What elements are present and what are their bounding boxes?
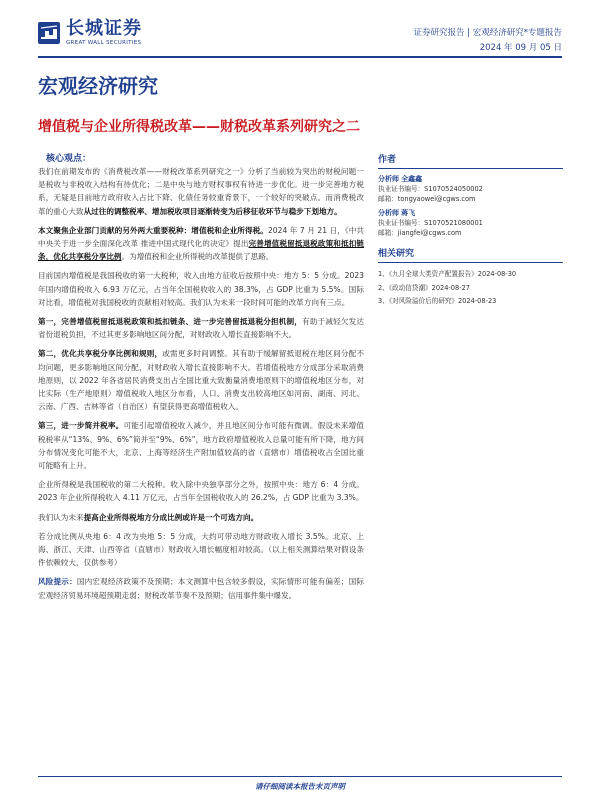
focus-bold: 本文聚焦企业部门贡献的另外两大重要税种：增值税和企业所得税。 xyxy=(38,225,268,235)
footer-disclaimer: 请仔细阅读本报告末页声明 xyxy=(255,782,345,791)
paragraph-focus xyxy=(38,224,364,264)
related-heading: 相关研究 xyxy=(378,246,563,263)
risk-text: 国内宏观经济政策不及预期；本文测算中包含较多假设，实际情形可能有偏差；国际宏观经济贸易环境超预期走弱；财税改革节奏不及预期；信用事件集中爆发。 xyxy=(38,577,365,600)
paragraph-point-1 xyxy=(38,315,364,341)
logo-text-en: GREAT WALL SECURITIES xyxy=(66,40,142,46)
analyst-role: 分析师 xyxy=(378,175,399,183)
header-divider xyxy=(38,56,562,58)
analyst-name: 全鑫鑫 xyxy=(401,175,423,183)
analyst-license: 执业证书编号：S1070521080001 xyxy=(378,219,483,227)
paragraph-point-2 xyxy=(38,347,364,413)
related-item[interactable]: 3、《对风险溢价后的研究》2024-08-23 xyxy=(378,297,497,305)
section-title: 宏观经济研究 xyxy=(38,74,158,98)
focus-text-2: 。为增值税和企业所得税的改革提供了思路。 xyxy=(121,252,274,262)
cit-direction-text: 我们认为未来 xyxy=(38,512,84,522)
paragraph-vat: 目前国内增值税是我国税收的第一大税种，收入由地方征收后按照中央：地方 5：5 分成。2023 年国内增值税收入 6.93 万亿元，占当年全国税收收入的 38.3%，占 GDP 比重为 5.5%。国际对比看，增值税对我国税收的贡献相对较高。我们认为未来一段时间可能的改革方向有三点。 xyxy=(38,271,364,307)
main-body xyxy=(38,165,364,608)
report-date: 2024 年 09 月 05 日 xyxy=(479,43,562,53)
great-wall-logo-icon xyxy=(38,22,60,44)
cit-direction-bold: 提高企业所得税地方分成比例或许是一个可选方向。 xyxy=(83,512,259,522)
related-item[interactable]: 2、《政动信贷潮》2024-08-27 xyxy=(378,283,470,292)
risk-label: 风险提示： xyxy=(38,577,77,587)
analyst-name: 蒋飞 xyxy=(401,209,416,217)
paragraph-cit: 企业所得税是我国税收的第二大税种。收入除中央独享部分之外，按照中央：地方 6：4 分成。2023 年企业所得税收入 4.11 万亿元，占当年全国税收收入的 26.2%，占 GDP 比重为 3.3%。 xyxy=(38,480,364,503)
point-1-text: 有助于减轻欠发达省份退税负担，不过其更多影响地区间分配，对财政收入增长直接影响不大。 xyxy=(38,317,365,340)
footer-divider xyxy=(38,776,562,777)
point-1-bold: 第一，完善增值税留抵退税政策和抵扣链条、进一步完善留抵退税分担机制， xyxy=(38,317,303,327)
sidebar xyxy=(378,152,563,309)
analyst-license: 执业证书编号：S1070524050002 xyxy=(378,185,483,193)
analyst-email[interactable]: 邮箱：tongyaowei@cgws.com xyxy=(378,195,476,203)
report-type: 证券研究报告 | 宏观经济研究*专题报告 xyxy=(413,28,562,38)
analyst-role: 分析师 xyxy=(378,209,399,217)
focus-underline: 完善增值税留抵退税政策和抵扣链条，优化共享税分享比例 xyxy=(38,239,364,262)
analyst-card xyxy=(378,208,563,238)
point-2-bold: 第二，优化共享税分享比例和规则， xyxy=(38,349,163,359)
paragraph-cit-estimate: 若分成比例从央地 6：4 改为央地 5：5 分成，大约可带动地方财政收入增长 3.5%。北京、上海、浙江、天津、山西等省（直辖市）财政收入增长幅度相对较高。（以上相关测算结果对假设条件依赖较大，仅供参考） xyxy=(38,531,364,568)
paragraph-intro xyxy=(38,165,364,218)
related-item[interactable]: 1、《九月全球大类资产配置报告》2024-08-30 xyxy=(378,270,517,278)
point-3-text: 可能引起增值税收入减少，并且地区间分布可能有微调。假设未来增值税税率从“13%、9%、6%”简并至“9%、6%”，地方政府增值税收入总量可能有所下降，地方间分布情况变化可能不大，北京、上海等经济生产附加值较高的省（直辖市）增值税收占全国比重可能略有上升。 xyxy=(38,421,365,471)
point-3-bold: 第三，进一步简并税率。 xyxy=(38,421,124,431)
intro-text: 我们在前期发布的《消费税改革——财税改革系列研究之一》分析了当前较为突出的财税问题一是税收与非税收入结构有待优化；二是中央与地方财权事权有待进一步优化。进一步完善地方税系，无疑是目前地方政府收入占比下降、化债任务较重背景下，一个较好的突破点。而消费税改革的重心大致 xyxy=(38,167,364,216)
logo-text-cn: 长城证券 xyxy=(66,18,142,39)
paragraph-point-3 xyxy=(38,419,364,472)
analyst-card xyxy=(378,174,563,204)
analyst-email[interactable]: 邮箱：jiangfei@cgws.com xyxy=(378,229,462,237)
authors-heading: 作者 xyxy=(378,152,563,169)
brand-logo xyxy=(38,20,142,46)
page-header xyxy=(0,0,600,58)
intro-bold: 从过往的调整税率、增加税收项目逐渐转变为后移征收环节与稳步下划地方。 xyxy=(83,206,342,216)
paragraph-risk xyxy=(38,575,364,601)
point-2-text: 或需更多时间调整。其有助于缓解留抵退税在地区间分配不均问题，更多影响地区间分配，对财政收入增长直接影响不大。若增值税地方分成部分采取消费地原则，以 2022 年各省居民消费支出占全国比重大致衡量消费地原则下的增值税地区分布，对比实际（生产地原则）增值税收入地区分布看，人口、消费支出较高地区如河南、湖南、河北、云南、广西、吉林等省（自治区）有望获得更高增值税收入。 xyxy=(38,349,365,412)
core-heading: 核心观点： xyxy=(46,154,92,164)
report-title: 增值税与企业所得税改革——财税改革系列研究之二 xyxy=(38,119,360,135)
focus-text-1: 2024 年 7 月 21 日，《中共中央关于进一步全面深化改革 推进中国式现代化的决定》提出 xyxy=(38,225,365,249)
paragraph-cit-direction xyxy=(38,511,364,524)
